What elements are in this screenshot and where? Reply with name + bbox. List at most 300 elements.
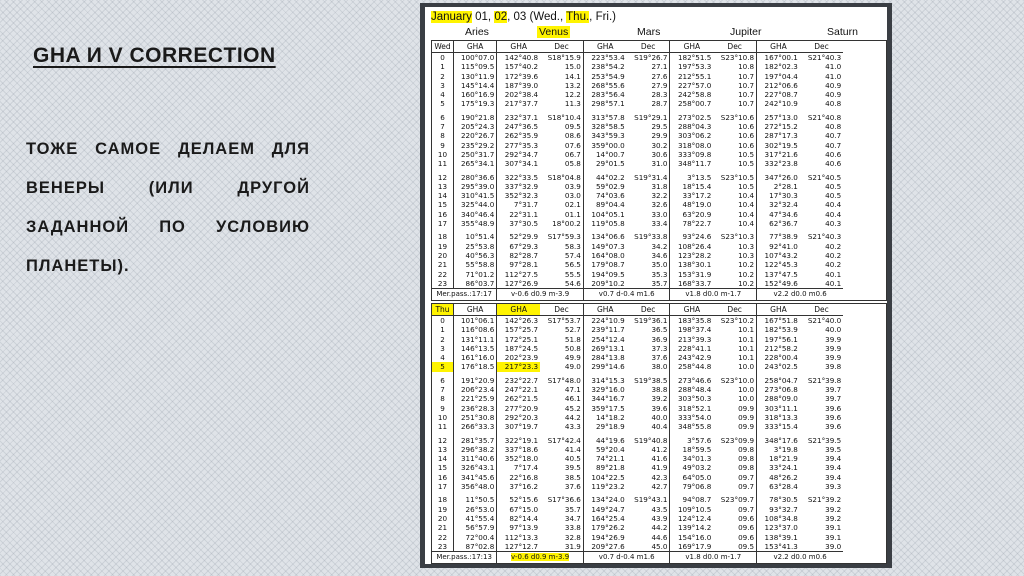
- hour-cell: 13: [432, 445, 454, 454]
- gha-cell: 40.5: [825, 181, 842, 191]
- correction-cell: v1.8 d0.0 m-1.7: [670, 552, 757, 564]
- hour-cell: 8: [432, 394, 454, 403]
- gha-cell: 40.3: [825, 219, 842, 229]
- col-header: Dec: [800, 41, 843, 53]
- hour-cell: 23: [432, 279, 454, 289]
- hour-cell: 11: [432, 422, 454, 431]
- gha-cell: 51.8: [540, 335, 583, 344]
- dec-cell: 227°08.7: [764, 90, 798, 100]
- caption-day-1: 01: [475, 11, 488, 23]
- dec-cell: 49°03.2: [682, 463, 712, 473]
- hour-cell: 7: [432, 122, 454, 131]
- gha-cell: 72°00.4: [454, 533, 497, 542]
- dec-cell: 182°53.9: [764, 325, 798, 335]
- dec-cell: 112°13.3: [504, 532, 539, 542]
- dec-cell: 302°19.5: [764, 140, 798, 150]
- dec-cell: 348°11.7: [677, 159, 712, 169]
- table-row: [432, 219, 887, 228]
- gha-cell: 10.3: [713, 251, 756, 260]
- gha-cell: 09.5: [540, 122, 583, 131]
- hour-cell: 11: [432, 159, 454, 168]
- gha-cell: 35.7: [540, 505, 583, 514]
- dec-cell: 318°08.0: [677, 140, 712, 150]
- dec-cell: 29°18.9: [595, 422, 625, 432]
- gha-cell: 131°11.1: [454, 335, 497, 344]
- dec-cell: 7°31.7: [513, 200, 539, 210]
- col-header: Dec: [713, 41, 756, 53]
- planet-venus: Venus: [539, 26, 569, 38]
- dec-cell: 258°00.7: [677, 99, 712, 109]
- dec-cell: 52°29.9: [509, 232, 539, 242]
- gha-cell: S23°10.5: [713, 169, 756, 182]
- dec-cell: 97°13.9: [509, 523, 539, 533]
- gha-cell: 205°24.3: [454, 122, 497, 131]
- gha-cell: 10°51.4: [454, 228, 497, 241]
- planet-jupiter: Jupiter: [730, 26, 762, 38]
- dec-cell: 183°35.8: [677, 316, 712, 325]
- dec-cell: 168°33.7: [677, 278, 712, 288]
- gha-cell: S17°48.0: [540, 372, 583, 385]
- gha-cell: 220°26.7: [454, 131, 497, 140]
- gha-cell: 39.0: [825, 541, 842, 551]
- gha-cell: 33.8: [540, 523, 583, 532]
- gha-cell: 39.2: [627, 394, 670, 403]
- gha-cell: 11.3: [540, 99, 583, 108]
- gha-cell: 28.7: [627, 99, 670, 108]
- gha-cell: 10.0: [713, 394, 756, 403]
- gha-cell: 39.2: [825, 504, 842, 514]
- table-row: [432, 182, 887, 191]
- gha-cell: 190°21.8: [454, 109, 497, 122]
- gha-cell: 40.0: [627, 413, 670, 422]
- gha-cell: 44.2: [627, 523, 670, 532]
- dec-cell: 253°54.9: [591, 71, 625, 81]
- hour-cell: 2: [432, 335, 454, 344]
- gha-cell: S23°10.6: [713, 109, 756, 122]
- dec-cell: 238°54.2: [591, 62, 625, 72]
- table-row: [432, 99, 887, 108]
- table-row: [432, 325, 887, 334]
- gha-cell: 39.5: [825, 444, 842, 454]
- table-row: [432, 228, 887, 241]
- dec-cell: 137°47.5: [764, 269, 798, 279]
- correction-cell: v0.7 d-0.4 m1.6: [583, 552, 670, 564]
- dec-cell: 18°21.9: [769, 454, 798, 464]
- gha-cell: 09.8: [713, 454, 756, 463]
- gha-cell: 10.4: [713, 200, 756, 209]
- table-row: [432, 372, 887, 385]
- gha-cell: 27.9: [627, 81, 670, 90]
- gha-cell: 10.7: [713, 99, 756, 108]
- dec-cell: 108°26.4: [677, 241, 712, 251]
- gha-cell: 10.6: [713, 131, 756, 140]
- dec-cell: 359°17.5: [591, 403, 625, 413]
- gha-cell: 09.5: [713, 542, 756, 552]
- gha-cell: 25°53.8: [454, 242, 497, 251]
- gha-cell: 31.0: [627, 159, 670, 168]
- dec-cell: 292°20.3: [504, 412, 539, 422]
- gha-cell: 39.9: [825, 334, 842, 344]
- gha-cell: 09.9: [713, 422, 756, 431]
- hour-cell: 18: [432, 491, 454, 504]
- dec-cell: 179°08.7: [591, 260, 625, 270]
- dec-cell: 182°51.5: [677, 53, 712, 62]
- dec-cell: 343°59.3: [591, 131, 625, 141]
- dec-cell: 212°58.2: [764, 343, 798, 353]
- gha-cell: 10.7: [713, 90, 756, 99]
- gha-cell: 39.3: [825, 482, 842, 492]
- gha-cell: 40.9: [825, 80, 842, 90]
- dec-cell: 258°04.7: [764, 375, 798, 385]
- col-header: Dec: [627, 41, 670, 53]
- gha-cell: 13.2: [540, 81, 583, 90]
- gha-cell: 40.4: [825, 200, 842, 210]
- gha-cell: 191°20.9: [454, 372, 497, 385]
- gha-cell: 206°23.4: [454, 385, 497, 394]
- gha-cell: 29.9: [627, 131, 670, 140]
- gha-cell: 41.0: [825, 71, 842, 81]
- table-row: [432, 533, 887, 542]
- gha-cell: 39.5: [540, 463, 583, 472]
- gha-cell: 31.9: [540, 542, 583, 552]
- dec-cell: 272°15.2: [764, 122, 798, 132]
- dec-cell: 17°30.3: [769, 191, 798, 201]
- dec-cell: 268°55.6: [591, 80, 625, 90]
- dec-cell: 303°50.3: [677, 394, 712, 404]
- dec-cell: 124°12.4: [677, 513, 712, 523]
- dec-cell: 92°41.0: [769, 241, 798, 251]
- hour-cell: 3: [432, 81, 454, 90]
- slide-body-text: ТОЖЕ САМОЕ ДЕЛАЕМ ДЛЯ ВЕНЕРЫ (ИЛИ ДРУГОЙ ЗАДАННОЙ ПО УСЛОВИЮ ПЛАНЕТЫ).: [26, 140, 310, 275]
- gha-cell: 44.6: [627, 533, 670, 542]
- dec-cell: 329°16.0: [591, 385, 625, 395]
- correction-cell: v1.8 d0.0 m-1.7: [670, 289, 757, 301]
- col-header: GHA: [454, 41, 497, 53]
- gha-cell: S19°38.5: [627, 372, 670, 385]
- gha-cell: S18°10.4: [540, 109, 583, 122]
- gha-cell: 40.6: [825, 149, 842, 159]
- col-header: GHA: [757, 304, 800, 316]
- dec-cell: 337°18.6: [504, 444, 539, 454]
- dec-cell: 277°35.3: [504, 140, 539, 150]
- gha-cell: 236°28.3: [454, 404, 497, 413]
- gha-cell: 09.9: [713, 404, 756, 413]
- hour-cell: 2: [432, 72, 454, 81]
- gha-cell: 341°45.6: [454, 473, 497, 482]
- gha-cell: 40.4: [825, 209, 842, 219]
- table-row: [432, 131, 887, 140]
- dec-cell: 67°29.3: [509, 241, 539, 251]
- dec-cell: 33°24.1: [769, 463, 798, 473]
- dec-cell: 337°32.9: [504, 181, 539, 191]
- gha-cell: 32.8: [540, 533, 583, 542]
- gha-cell: 10.4: [713, 219, 756, 228]
- dec-cell: 78°22.7: [682, 219, 712, 229]
- gha-cell: S21°40.8: [807, 112, 842, 122]
- table-row: [432, 316, 887, 326]
- dec-cell: 22°31.1: [509, 209, 539, 219]
- gha-cell: 42.7: [627, 482, 670, 491]
- dec-cell: 29°01.5: [595, 159, 625, 169]
- hour-cell: 17: [432, 219, 454, 228]
- gha-cell: 40.5: [825, 191, 842, 201]
- gha-cell: 265°34.1: [454, 159, 497, 168]
- gha-cell: 34.6: [627, 251, 670, 260]
- gha-cell: S21°39.5: [807, 435, 842, 445]
- hour-cell: 10: [432, 413, 454, 422]
- gha-cell: S21°40.0: [807, 316, 842, 325]
- caption-thu: Thu.: [566, 11, 590, 23]
- dec-cell: 172°39.6: [504, 71, 539, 81]
- dec-cell: 82°14.4: [509, 513, 539, 523]
- gha-cell: 115°09.5: [454, 62, 497, 71]
- gha-cell: 09.9: [713, 413, 756, 422]
- gha-cell: 34.7: [540, 514, 583, 523]
- dec-cell: 59°20.4: [595, 444, 625, 454]
- hour-cell: 4: [432, 353, 454, 362]
- gha-cell: 250°31.7: [454, 150, 497, 159]
- dec-cell: 269°13.1: [591, 343, 625, 353]
- gha-cell: 58.3: [540, 242, 583, 251]
- gha-cell: 10.5: [713, 159, 756, 168]
- gha-cell: 49.9: [540, 353, 583, 362]
- dec-cell: 348°55.8: [677, 422, 712, 432]
- planet-aries: Aries: [465, 26, 489, 38]
- dec-cell: 242°58.8: [677, 90, 712, 100]
- gha-cell: 41.6: [627, 454, 670, 463]
- table-row: [432, 72, 887, 81]
- dec-cell: 18°59.5: [682, 444, 712, 454]
- correction-cell: v2.2 d0.0 m0.6: [757, 552, 844, 564]
- dec-cell: 164°25.4: [591, 513, 625, 523]
- dec-cell: 52°15.6: [509, 495, 539, 505]
- gha-cell: 12.2: [540, 90, 583, 99]
- dec-cell: 167°51.8: [764, 316, 798, 325]
- table-row: [432, 542, 887, 552]
- gha-cell: 41.2: [627, 445, 670, 454]
- dec-cell: 89°04.4: [595, 200, 625, 210]
- dec-cell: 212°06.6: [764, 80, 798, 90]
- dec-cell: 14°18.2: [595, 412, 625, 422]
- dec-cell: 138°30.1: [677, 260, 712, 270]
- gha-cell: 45.2: [540, 404, 583, 413]
- dec-cell: 164°08.0: [591, 250, 625, 260]
- gha-cell: 42.3: [627, 473, 670, 482]
- dec-cell: 48°19.0: [682, 200, 712, 210]
- col-header: GHA: [497, 304, 540, 316]
- dec-cell: 34°01.3: [682, 454, 712, 464]
- gha-cell: 37.6: [540, 482, 583, 491]
- dec-cell: 97°28.1: [509, 260, 539, 270]
- hour-cell: 4: [432, 90, 454, 99]
- dec-cell: 209°10.2: [591, 278, 625, 288]
- gha-cell: 40.5: [540, 454, 583, 463]
- dec-cell: 288°48.4: [677, 385, 712, 395]
- almanac-date-caption: January 01, 02, 03 (Wed., Thu., Fri.): [431, 11, 617, 23]
- gha-cell: 10.7: [713, 72, 756, 81]
- dec-cell: 33°17.2: [682, 191, 712, 201]
- gha-cell: S17°42.4: [540, 432, 583, 445]
- day-header: Wed: [432, 41, 454, 53]
- gha-cell: 28.3: [627, 90, 670, 99]
- table-row: [432, 445, 887, 454]
- gha-cell: 55.5: [540, 270, 583, 279]
- gha-cell: 36.5: [627, 325, 670, 334]
- dec-cell: 332°23.8: [764, 159, 798, 169]
- gha-cell: 100°07.0: [454, 53, 497, 63]
- dec-cell: 314°15.3: [591, 375, 625, 385]
- gha-cell: 38.5: [540, 473, 583, 482]
- table-row: [432, 362, 887, 371]
- table-row: [432, 62, 887, 71]
- gha-cell: 10.1: [713, 335, 756, 344]
- dec-cell: 228°00.4: [764, 353, 798, 363]
- planet-mars: Mars: [637, 26, 661, 38]
- hour-cell: 16: [432, 210, 454, 219]
- table-row: [432, 491, 887, 504]
- dec-cell: 94°08.7: [682, 495, 712, 505]
- dec-cell: 344°16.7: [591, 394, 625, 404]
- dec-cell: 262°35.9: [504, 131, 539, 141]
- gha-cell: 39.1: [825, 523, 842, 533]
- gha-cell: 43.5: [627, 505, 670, 514]
- gha-cell: 40.2: [825, 260, 842, 270]
- dec-cell: 197°56.1: [764, 334, 798, 344]
- gha-cell: 32.6: [627, 200, 670, 209]
- gha-cell: 18°00.2: [540, 219, 583, 228]
- dec-cell: 303°11.1: [764, 403, 798, 413]
- gha-cell: 26°53.0: [454, 505, 497, 514]
- gha-cell: S23°10.0: [713, 372, 756, 385]
- gha-cell: 311°40.6: [454, 454, 497, 463]
- correction-cell: v-0.6 d0.9 m-3.9: [497, 552, 584, 564]
- gha-cell: 43.9: [627, 514, 670, 523]
- slide-title: GHA И V CORRECTION: [33, 44, 276, 67]
- dec-cell: 307°19.7: [504, 422, 539, 432]
- table-row: [432, 454, 887, 463]
- table-row: [432, 404, 887, 413]
- dec-cell: 82°28.7: [509, 250, 539, 260]
- almanac-table-thursday: [431, 303, 887, 564]
- dec-cell: 318°13.3: [764, 412, 798, 422]
- table-row: [432, 422, 887, 431]
- gha-cell: 35.7: [627, 279, 670, 289]
- gha-cell: 295°39.0: [454, 182, 497, 191]
- hour-cell: 13: [432, 182, 454, 191]
- table-row: [432, 159, 887, 168]
- dec-cell: 89°21.8: [595, 463, 625, 473]
- gha-cell: 10.4: [713, 191, 756, 200]
- dec-cell: 179°26.2: [591, 523, 625, 533]
- gha-cell: 29.5: [627, 122, 670, 131]
- hour-cell: 14: [432, 191, 454, 200]
- caption-month: January: [431, 11, 472, 23]
- table-row: [432, 353, 887, 362]
- gha-cell: 251°30.8: [454, 413, 497, 422]
- dec-cell: 2°28.1: [773, 181, 798, 191]
- hour-cell: 5: [432, 99, 454, 108]
- hour-cell: 15: [432, 200, 454, 209]
- dec-cell: 157°25.7: [504, 325, 539, 335]
- gha-cell: 11°50.5: [454, 491, 497, 504]
- gha-cell: 39.8: [825, 362, 842, 372]
- gha-cell: 09.8: [713, 463, 756, 472]
- hour-cell: 7: [432, 385, 454, 394]
- dec-cell: 153°41.3: [764, 541, 798, 551]
- dec-cell: 119°05.8: [591, 219, 625, 229]
- gha-cell: 39.1: [825, 532, 842, 542]
- dec-cell: 307°34.1: [504, 159, 539, 169]
- dec-cell: 328°58.5: [591, 122, 625, 132]
- dec-cell: 359°00.0: [591, 140, 625, 150]
- dec-cell: 194°26.9: [591, 532, 625, 542]
- hour-cell: 6: [432, 372, 454, 385]
- dec-cell: 48°26.2: [769, 472, 798, 482]
- gha-cell: S19°43.1: [627, 491, 670, 504]
- col-header: Dec: [627, 304, 670, 316]
- gha-cell: 235°29.2: [454, 141, 497, 150]
- gha-cell: 44.2: [540, 413, 583, 422]
- dec-cell: 142°26.3: [504, 316, 539, 325]
- table-row: [432, 279, 887, 289]
- gha-cell: 40.8: [825, 122, 842, 132]
- gha-cell: 40.8: [825, 99, 842, 109]
- gha-cell: 40.7: [825, 131, 842, 141]
- gha-cell: 40.4: [627, 422, 670, 431]
- dec-cell: 74°03.6: [595, 191, 625, 201]
- gha-cell: 14.1: [540, 72, 583, 81]
- gha-cell: 43.3: [540, 422, 583, 431]
- gha-cell: 296°38.2: [454, 445, 497, 454]
- col-header: GHA: [670, 304, 713, 316]
- dec-cell: 22°16.8: [509, 472, 539, 482]
- dec-cell: 44°02.2: [595, 172, 625, 182]
- dec-cell: 142°40.8: [504, 53, 539, 62]
- table-row: [432, 53, 887, 63]
- dec-cell: 258°44.8: [677, 362, 712, 372]
- dec-cell: 59°02.9: [595, 181, 625, 191]
- dec-cell: 127°12.7: [504, 541, 539, 551]
- hour-cell: 20: [432, 251, 454, 260]
- gha-cell: 146°13.5: [454, 344, 497, 353]
- gha-cell: 40.7: [825, 140, 842, 150]
- gha-cell: S21°39.8: [807, 375, 842, 385]
- dec-cell: 138°39.1: [764, 532, 798, 542]
- dec-cell: 273°02.5: [677, 112, 712, 122]
- dec-cell: 209°27.6: [591, 541, 625, 551]
- gha-cell: 10.0: [713, 385, 756, 394]
- dec-cell: 67°15.0: [509, 504, 539, 514]
- gha-cell: 39.4: [825, 463, 842, 473]
- dec-cell: 333°15.4: [764, 422, 798, 432]
- gha-cell: 39.4: [825, 472, 842, 482]
- gha-cell: 37.6: [627, 353, 670, 362]
- gha-cell: 10.5: [713, 182, 756, 191]
- gha-cell: 41°55.4: [454, 514, 497, 523]
- gha-cell: 39.9: [825, 353, 842, 363]
- dec-cell: 37°16.2: [509, 482, 539, 492]
- hour-cell: 0: [432, 53, 454, 63]
- col-header: Dec: [800, 304, 843, 316]
- dec-cell: 18°15.4: [682, 181, 712, 191]
- dec-cell: 47°34.6: [769, 209, 798, 219]
- slide-text-panel: [0, 0, 420, 576]
- col-header: GHA: [454, 304, 497, 316]
- gha-cell: 09.6: [713, 523, 756, 532]
- table-row: [432, 270, 887, 279]
- dec-cell: 7°17.4: [513, 463, 539, 473]
- hour-cell: 19: [432, 242, 454, 251]
